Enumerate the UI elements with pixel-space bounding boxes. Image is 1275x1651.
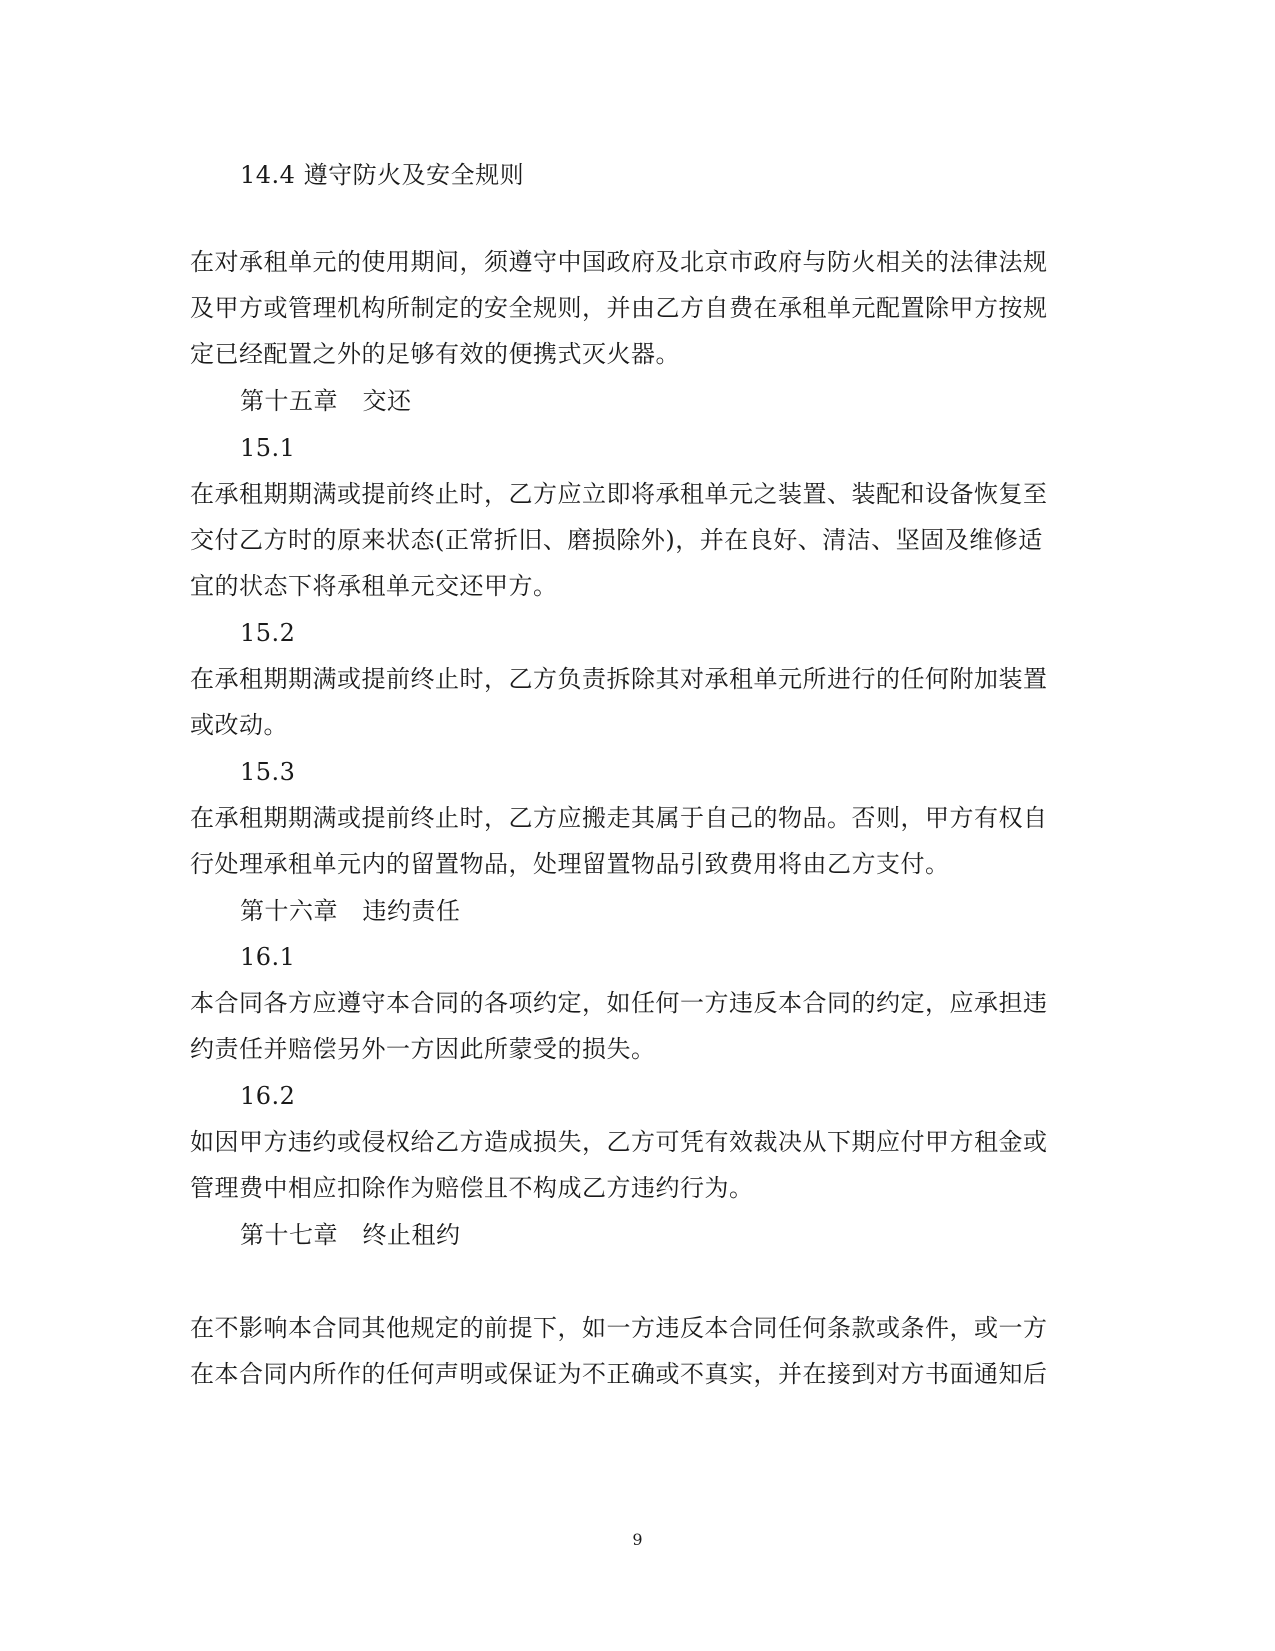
clause-number-15-2: 15.2 (240, 619, 296, 647)
paragraph-line: 行处理承租单元内的留置物品，处理留置物品引致费用将由乙方支付。 (190, 850, 950, 878)
chapter-heading-17: 第十七章 终止租约 (240, 1221, 461, 1249)
page-number: 9 (632, 1530, 643, 1549)
paragraph-line: 在对承租单元的使用期间，须遵守中国政府及北京市政府与防火相关的法律法规 (190, 248, 1048, 276)
clause-number-15-3: 15.3 (240, 758, 296, 786)
paragraph-line: 在本合同内所作的任何声明或保证为不正确或不真实，并在接到对方书面通知后 (190, 1360, 1048, 1388)
paragraph-line: 或改动。 (190, 711, 288, 739)
paragraph-line: 宜的状态下将承租单元交还甲方。 (190, 572, 558, 600)
paragraph-line: 本合同各方应遵守本合同的各项约定，如任何一方违反本合同的约定，应承担违 (190, 989, 1048, 1017)
paragraph-line: 在不影响本合同其他规定的前提下，如一方违反本合同任何条款或条件，或一方 (190, 1314, 1048, 1342)
chapter-heading-15: 第十五章 交还 (240, 387, 412, 415)
paragraph-line: 定已经配置之外的足够有效的便携式灭火器。 (190, 340, 680, 368)
section-heading-14-4: 14.4 遵守防火及安全规则 (240, 161, 525, 189)
paragraph-line: 约责任并赔偿另外一方因此所蒙受的损失。 (190, 1035, 656, 1063)
paragraph-line: 在承租期期满或提前终止时，乙方应搬走其属于自己的物品。否则，甲方有权自 (190, 804, 1048, 832)
paragraph-line: 在承租期期满或提前终止时，乙方负责拆除其对承租单元所进行的任何附加装置 (190, 665, 1048, 693)
clause-number-15-1: 15.1 (240, 434, 296, 462)
clause-number-16-2: 16.2 (240, 1082, 296, 1110)
paragraph-line: 在承租期期满或提前终止时，乙方应立即将承租单元之装置、装配和设备恢复至 (190, 480, 1048, 508)
chapter-heading-16: 第十六章 违约责任 (240, 897, 461, 925)
paragraph-line: 交付乙方时的原来状态(正常折旧、磨损除外)，并在良好、清洁、坚固及维修适 (190, 526, 1043, 554)
paragraph-line: 及甲方或管理机构所制定的安全规则，并由乙方自费在承租单元配置除甲方按规 (190, 294, 1048, 322)
paragraph-line: 管理费中相应扣除作为赔偿且不构成乙方违约行为。 (190, 1174, 754, 1202)
paragraph-line: 如因甲方违约或侵权给乙方造成损失，乙方可凭有效裁决从下期应付甲方租金或 (190, 1128, 1048, 1156)
clause-number-16-1: 16.1 (240, 943, 296, 971)
